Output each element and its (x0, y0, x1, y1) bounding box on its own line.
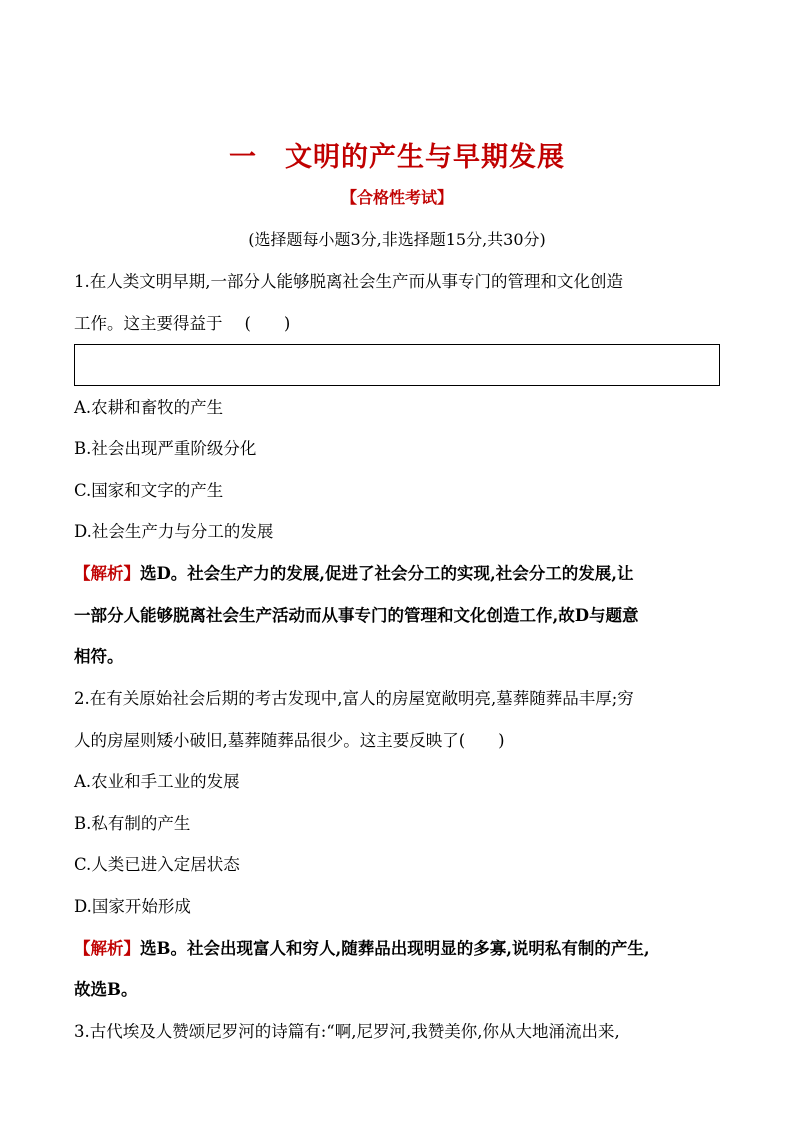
q2-stem-text2: 人的房屋则矮小破旧,墓葬随葬品很少。这主要反映了 (74, 731, 459, 750)
q2-analysis-text1: 选B。社会出现富人和穷人,随葬品出现明显的多寡,说明私有制的产生, (140, 939, 650, 958)
q2-option-a: A.农业和手工业的发展 (74, 772, 240, 791)
scoring-note: (选择题每小题3分,非选择题15分,共30分) (248, 230, 546, 249)
q1-stem-line2 (74, 312, 734, 336)
q1-analysis-tag: 【解析】 (74, 564, 140, 583)
q1-analysis-line2: 一部分人能够脱离社会生产活动而从事专门的管理和文化创造工作,故D与题意 (74, 606, 639, 625)
section-subtitle: 【合格性考试】 (340, 188, 453, 207)
q1-option-b: B.社会出现严重阶级分化 (74, 439, 257, 458)
q2-answer-paren: ( ) (458, 731, 505, 750)
q2-analysis-tag: 【解析】 (74, 939, 140, 958)
q2-option-b: B.私有制的产生 (74, 814, 191, 833)
page-title (0, 138, 794, 178)
answer-box (74, 344, 720, 386)
q1-stem-text2: 工作。这主要得益于 (74, 314, 223, 333)
q1-analysis-line1 (74, 562, 734, 586)
q2-option-d: D.国家开始形成 (74, 897, 191, 916)
q2-option-c: C.人类已进入定居状态 (74, 855, 240, 874)
q3-stem-line1: 3.古代埃及人赞颂尼罗河的诗篇有:“啊,尼罗河,我赞美你,你从大地涌流出来, (74, 1022, 620, 1041)
q1-answer-paren: ( ) (244, 314, 291, 333)
q1-option-c: C.国家和文字的产生 (74, 481, 224, 500)
q1-analysis-line3: 相符。 (74, 647, 124, 666)
q1-stem-text1: 1.在人类文明早期,一部分人能够脱离社会生产而从事专门的管理和文化创造 (74, 272, 623, 291)
q1-analysis-text1: 选D。社会生产力的发展,促进了社会分工的实现,社会分工的发展,让 (140, 564, 634, 583)
q2-analysis-line2: 故选B。 (74, 980, 138, 999)
q2-stem-line2 (74, 729, 734, 753)
title-number: 一 (229, 142, 257, 173)
q2-stem-line1: 2.在有关原始社会后期的考古发现中,富人的房屋宽敞明亮,墓葬随葬品丰厚;穷 (74, 689, 634, 708)
q2-analysis-line1 (74, 937, 734, 961)
q1-stem-line1 (74, 270, 734, 294)
q1-option-a: A.农耕和畜牧的产生 (74, 398, 224, 417)
q1-option-d: D.社会生产力与分工的发展 (74, 522, 274, 541)
title-text: 文明的产生与早期发展 (285, 142, 565, 173)
